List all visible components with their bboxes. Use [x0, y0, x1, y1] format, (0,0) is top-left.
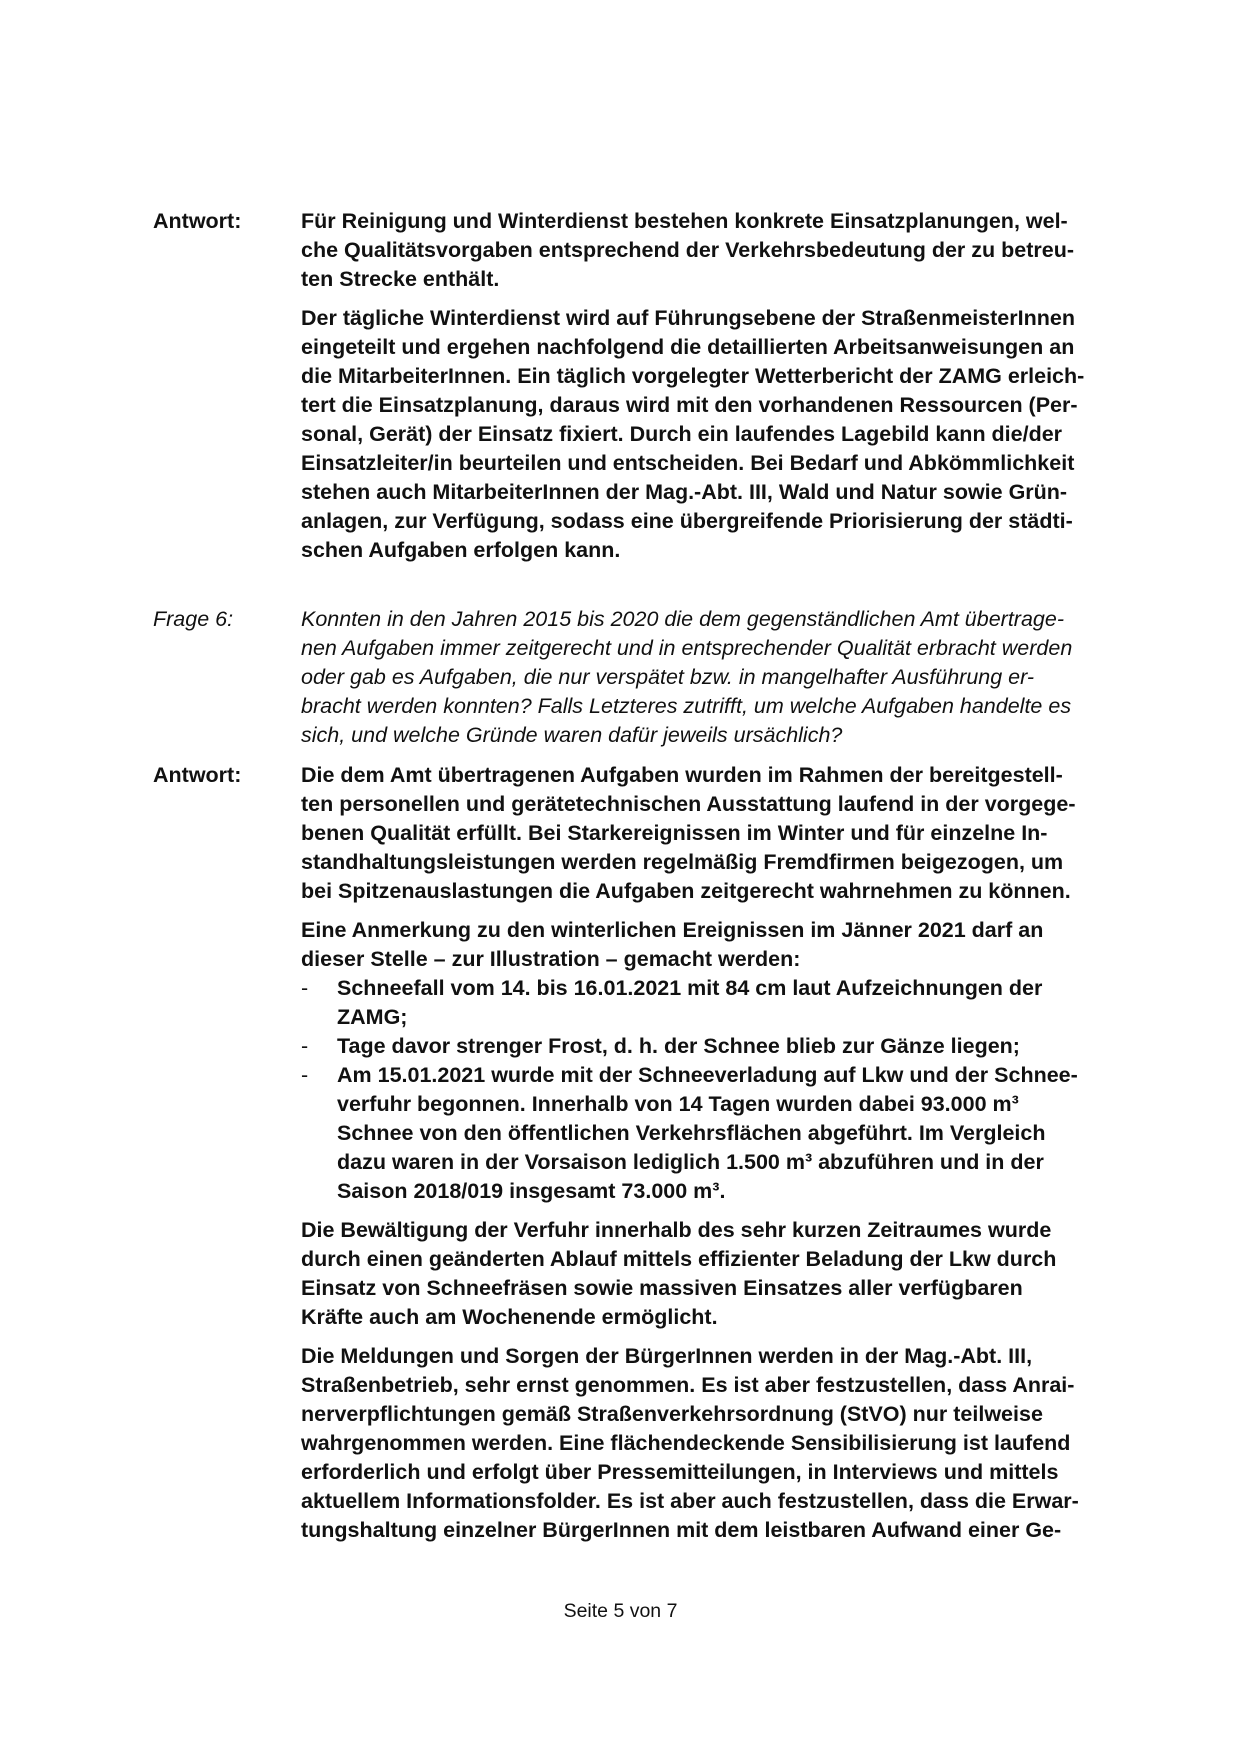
text-line: benen Qualität erfüllt. Bei Starkereignissen im Winter und für einzelne In-: [301, 821, 1048, 845]
text-line: aktuellem Informationsfolder. Es ist aber auch festzustellen, dass die Erwar-: [301, 1489, 1079, 1513]
question-text: [301, 605, 1133, 760]
text-line: durch einen geänderten Ablauf mittels effizienter Beladung der Lkw durch: [301, 1247, 1057, 1271]
answer-block-2: [153, 761, 1133, 1561]
text-line: sich, und welche Gründe waren dafür jeweils ursächlich?: [301, 723, 843, 747]
list-item: [301, 974, 1133, 1032]
text-line: dazu waren in der Vorsaison lediglich 1.500 m³ abzuführen und in der: [337, 1150, 1044, 1174]
dash-bullet: -: [301, 1063, 309, 1087]
dash-bullet: -: [301, 976, 309, 1000]
dash-bullet: -: [301, 1034, 309, 1058]
text-line: tert die Einsatzplanung, daraus wird mit den vorhandenen Ressourcen (Per-: [301, 393, 1078, 417]
text-line: verfuhr begonnen. Innerhalb von 14 Tagen wurden dabei 93.000 m³: [337, 1092, 1019, 1116]
text-line: Konnten in den Jahren 2015 bis 2020 die dem gegenständlichen Amt übertrage-: [301, 607, 1064, 631]
page-number: Seite 5 von 7: [563, 1600, 678, 1622]
list-item: [301, 1032, 1133, 1061]
text-line: nerverpflichtungen gemäß Straßenverkehrsordnung (StVO) nur teilweise: [301, 1402, 1043, 1426]
text-line: schen Aufgaben erfolgen kann.: [301, 538, 621, 562]
text-line: tungshaltung einzelner BürgerInnen mit dem leistbaren Aufwand einer Ge-: [301, 1518, 1062, 1542]
paragraph: [301, 916, 1133, 974]
paragraph: [301, 761, 1133, 906]
text-line: che Qualitätsvorgaben entsprechend der Verkehrsbedeutung der zu betreu-: [301, 238, 1074, 262]
paragraph: [301, 605, 1133, 750]
text-line: erforderlich und erfolgt über Pressemitteilungen, in Interviews und mittels: [301, 1460, 1059, 1484]
question-block-6: [153, 605, 1133, 755]
text-line: oder gab es Aufgaben, die nur verspätet bzw. in mangelhafter Ausführung er-: [301, 665, 1035, 689]
answer-text: [301, 761, 1133, 1555]
question-label: Frage 6:: [153, 607, 234, 631]
text-line: die MitarbeiterInnen. Ein täglich vorgelegter Wetterbericht der ZAMG erleich-: [301, 364, 1085, 388]
text-line: Am 15.01.2021 wurde mit der Schneeverladung auf Lkw und der Schnee-: [337, 1063, 1078, 1087]
text-line: stehen auch MitarbeiterInnen der Mag.-Abt. III, Wald und Natur sowie Grün-: [301, 480, 1068, 504]
text-line: sonal, Gerät) der Einsatz fixiert. Durch ein laufendes Lagebild kann die/der: [301, 422, 1063, 446]
answer-text: [301, 207, 1133, 575]
text-line: Einsatz von Schneefräsen sowie massiven Einsatzes aller verfügbaren: [301, 1276, 1023, 1300]
text-line: Einsatzleiter/in beurteilen und entscheiden. Bei Bedarf und Abkömmlichkeit: [301, 451, 1075, 475]
text-line: ten personellen und gerätetechnischen Ausstattung laufend in der vorgege-: [301, 792, 1076, 816]
text-line: Für Reinigung und Winterdienst bestehen konkrete Einsatzplanungen, wel-: [301, 209, 1068, 233]
text-line: standhaltungsleistungen werden regelmäßig Fremdfirmen beigezogen, um: [301, 850, 1064, 874]
text-line: nen Aufgaben immer zeitgerecht und in entsprechender Qualität erbracht werden: [301, 636, 1073, 660]
list-item: [301, 1061, 1133, 1206]
answer-block-1: [153, 207, 1133, 562]
text-line: Kräfte auch am Wochenende ermöglicht.: [301, 1305, 718, 1329]
text-line: Eine Anmerkung zu den winterlichen Ereignissen im Jänner 2021 darf an: [301, 918, 1044, 942]
text-line: Schnee von den öffentlichen Verkehrsflächen abgeführt. Im Vergleich: [337, 1121, 1046, 1145]
text-line: ZAMG;: [337, 1005, 408, 1029]
text-line: Straßenbetrieb, sehr ernst genommen. Es ist aber festzustellen, dass Anrai-: [301, 1373, 1075, 1397]
text-line: dieser Stelle – zur Illustration – gemacht werden:: [301, 947, 801, 971]
text-line: Die Bewältigung der Verfuhr innerhalb des sehr kurzen Zeitraumes wurde: [301, 1218, 1052, 1242]
text-line: Die Meldungen und Sorgen der BürgerInnen werden in der Mag.-Abt. III,: [301, 1344, 1033, 1368]
paragraph: [301, 1216, 1133, 1332]
text-line: Saison 2018/019 insgesamt 73.000 m³.: [337, 1179, 726, 1203]
text-line: Schneefall vom 14. bis 16.01.2021 mit 84 cm laut Aufzeichnungen der: [337, 976, 1043, 1000]
paragraph: [301, 304, 1133, 565]
text-line: anlagen, zur Verfügung, sodass eine übergreifende Priorisierung der städti-: [301, 509, 1073, 533]
text-line: eingeteilt und ergehen nachfolgend die detaillierten Arbeitsanweisungen an: [301, 335, 1075, 359]
text-line: Tage davor strenger Frost, d. h. der Schnee blieb zur Gänze liegen;: [337, 1034, 1020, 1058]
text-line: bracht werden konnten? Falls Letzteres zutrifft, um welche Aufgaben handelte es: [301, 694, 1072, 718]
paragraph: [301, 1342, 1133, 1545]
bullet-list: [301, 974, 1133, 1206]
text-line: wahrgenommen werden. Eine flächendeckende Sensibilisierung ist laufend: [301, 1431, 1071, 1455]
paragraph: [301, 207, 1133, 294]
text-line: Der tägliche Winterdienst wird auf Führungsebene der StraßenmeisterInnen: [301, 306, 1075, 330]
text-line: bei Spitzenauslastungen die Aufgaben zeitgerecht wahrnehmen zu können.: [301, 879, 1071, 903]
text-line: ten Strecke enthält.: [301, 267, 500, 291]
text-line: Die dem Amt übertragenen Aufgaben wurden im Rahmen der bereitgestell-: [301, 763, 1063, 787]
answer-label: Antwort:: [153, 209, 242, 233]
answer-label: Antwort:: [153, 763, 242, 787]
